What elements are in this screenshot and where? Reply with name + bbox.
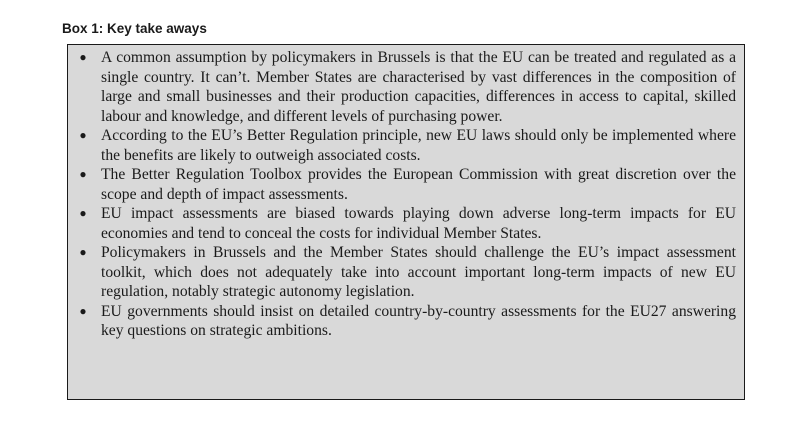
takeaway-text: The Better Regulation Toolbox provides the European Commission with great discretion over the scope and depth of impact assessments.	[101, 166, 736, 203]
key-takeaways-box	[67, 44, 745, 400]
takeaway-item	[68, 126, 736, 165]
bullet-icon: ●	[79, 128, 87, 142]
takeaway-text: A common assumption by policymakers in Brussels is that the EU can be treated and regulated as a single country. It can’t. Member States are characterised by vast differences in the composition of large and small businesses and their production capacities, differences in access to capital, skilled labour and knowledge, and different levels of purchasing power.	[101, 49, 736, 125]
box-title: Box 1: Key take aways	[62, 21, 207, 36]
bullet-icon: ●	[79, 245, 87, 259]
takeaway-text: EU impact assessments are biased towards playing down adverse long-term impacts for EU economies and tend to conceal the costs for individual Member States.	[101, 205, 736, 242]
bullet-icon: ●	[79, 50, 87, 64]
takeaway-item	[68, 48, 736, 126]
takeaway-item	[68, 165, 736, 204]
takeaway-item	[68, 243, 736, 302]
takeaway-item	[68, 302, 736, 341]
bullet-icon: ●	[79, 167, 87, 181]
takeaway-text: EU governments should insist on detailed country-by-country assessments for the EU27 answering key questions on strategic ambitions.	[101, 302, 736, 339]
takeaway-text: Policymakers in Brussels and the Member States should challenge the EU’s impact assessment toolkit, which does not adequately take into account important long-term impacts of new EU regulation, notably strategic autonomy legislation.	[101, 244, 736, 300]
bullet-icon: ●	[79, 206, 87, 220]
takeaway-text: According to the EU’s Better Regulation principle, new EU laws should only be implemented where the benefits are likely to outweigh associated costs.	[101, 127, 736, 164]
bullet-icon: ●	[79, 303, 87, 318]
takeaways-list	[68, 48, 736, 341]
takeaway-item	[68, 204, 736, 243]
